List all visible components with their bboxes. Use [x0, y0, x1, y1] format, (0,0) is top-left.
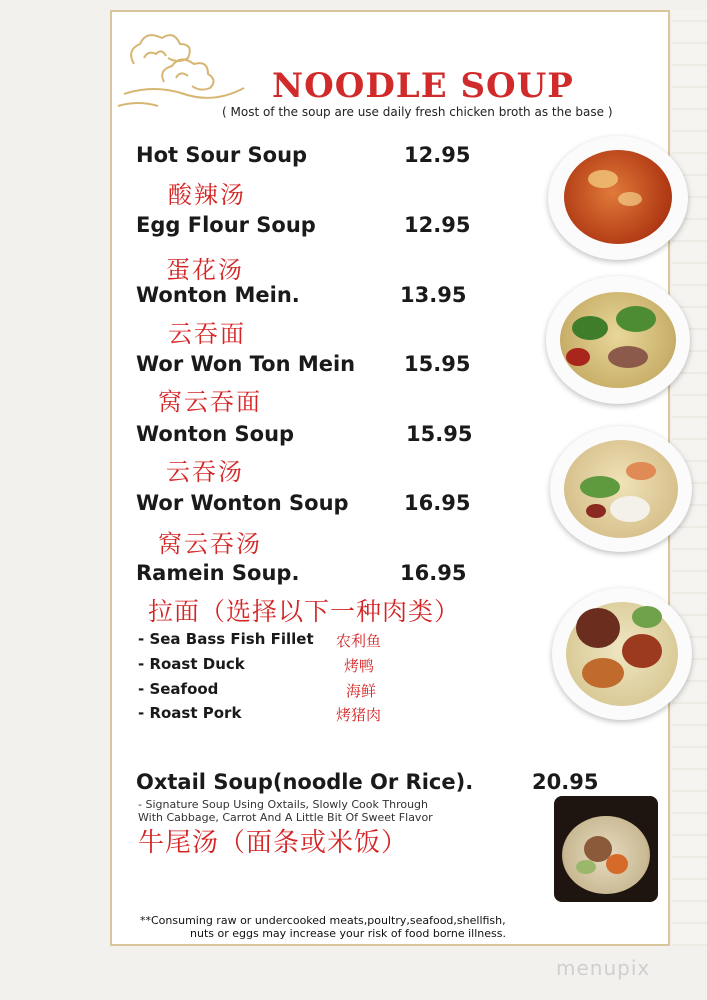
- food-safety-footnote-line2: nuts or eggs may increase your risk of food borne illness.: [190, 927, 506, 940]
- menu-item-price: 15.95: [404, 352, 471, 376]
- menu-item-name: Wonton Mein.: [136, 283, 300, 307]
- menu-item-price: 15.95: [406, 422, 473, 446]
- page-title: NOODLE SOUP: [272, 66, 574, 106]
- ramein-option-chinese: 烤鸭: [344, 657, 375, 675]
- ramein-soup-photo: [552, 588, 692, 720]
- ramein-option-chinese: 海鲜: [346, 682, 377, 700]
- ramein-option-name: - Roast Pork: [138, 704, 242, 722]
- menu-item-chinese-name: 云吞汤: [166, 458, 244, 486]
- menu-item-price: 12.95: [404, 143, 471, 167]
- menu-item-name: Ramein Soup.: [136, 561, 300, 585]
- watermark-text: menupix: [556, 956, 651, 980]
- ramein-option-name: - Roast Duck: [138, 655, 245, 673]
- oxtail-description-line1: - Signature Soup Using Oxtails, Slowly Cook Through: [138, 798, 429, 811]
- menu-item-chinese-name: 酸辣汤: [168, 181, 246, 209]
- menu-item-chinese-name: 牛尾汤（面条或米饭）: [138, 828, 409, 858]
- menu-item-name: Egg Flour Soup: [136, 213, 316, 237]
- menu-item-name: Oxtail Soup(noodle Or Rice).: [136, 770, 474, 794]
- ramein-option-name: - Sea Bass Fish Fillet: [138, 630, 314, 648]
- page-subtitle: ( Most of the soup are use daily fresh chicken broth as the base ): [222, 105, 613, 119]
- ramein-option-chinese: 农利鱼: [336, 632, 382, 650]
- ramein-option-name: - Seafood: [138, 680, 219, 698]
- menu-item-chinese-name: 窝云吞面: [158, 388, 262, 416]
- menu-item-name: Wor Wonton Soup: [136, 491, 349, 515]
- cloud-ornament-icon: [114, 24, 254, 114]
- menu-item-price: 12.95: [404, 213, 471, 237]
- hot-sour-soup-photo: [548, 136, 688, 260]
- menu-item-chinese-name: 窝云吞汤: [158, 530, 262, 558]
- menu-item-name: Wonton Soup: [136, 422, 295, 446]
- wonton-mein-photo: [546, 276, 690, 404]
- oxtail-description-line2: With Cabbage, Carrot And A Little Bit Of Sweet Flavor: [138, 811, 433, 824]
- ramein-option-chinese: 烤猪肉: [336, 706, 382, 724]
- menu-item-price: 13.95: [400, 283, 467, 307]
- menu-item-price: 16.95: [404, 491, 471, 515]
- menu-item-name: Hot Sour Soup: [136, 143, 308, 167]
- menu-item-chinese-name: 拉面（选择以下一种肉类）: [148, 597, 461, 626]
- menu-item-chinese-name: 云吞面: [168, 320, 246, 348]
- food-safety-footnote-line1: **Consuming raw or undercooked meats,poultry,seafood,shellfish,: [140, 914, 506, 927]
- menu-item-price: 16.95: [400, 561, 467, 585]
- menu-item-chinese-name: 蛋花汤: [166, 256, 244, 284]
- wor-wonton-soup-photo: [550, 426, 692, 552]
- oxtail-soup-photo: [554, 796, 658, 902]
- menu-item-price: 20.95: [532, 770, 599, 794]
- menu-item-name: Wor Won Ton Mein: [136, 352, 356, 376]
